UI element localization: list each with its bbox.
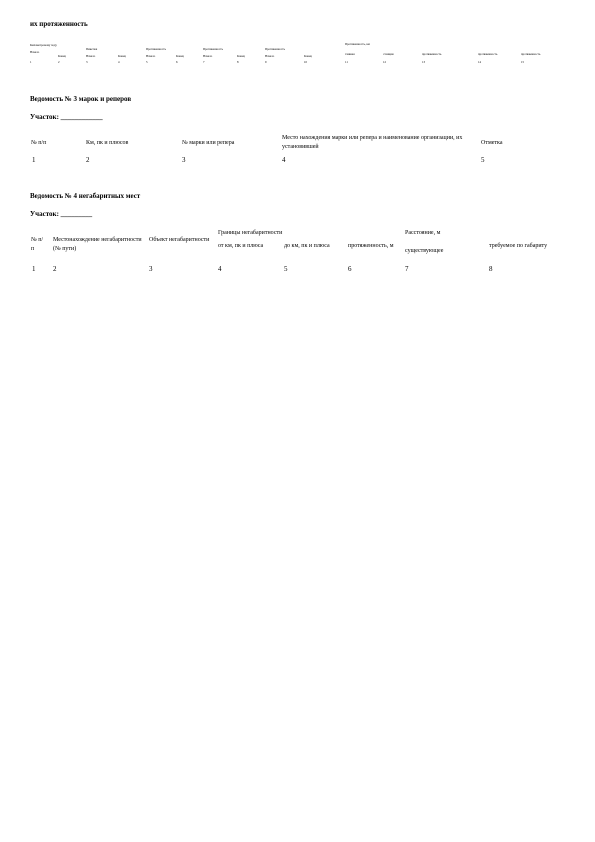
top-group-header: Протяженность xyxy=(265,47,285,51)
sheet4-col-number: 1 xyxy=(32,265,36,273)
top-sub-header: Конец xyxy=(118,54,126,58)
top-col-number: 12 xyxy=(383,60,386,64)
top-sub-header: Начало xyxy=(265,54,275,58)
top-col-number: 2 xyxy=(58,60,60,64)
sheet4-header-existing: существующее xyxy=(405,248,444,254)
top-sub-header: Начало xyxy=(86,54,96,58)
top-sub-header: главная xyxy=(345,52,355,56)
sheet3-header-elevation: Отметка xyxy=(481,140,503,146)
top-sub-header: протяженность xyxy=(422,52,442,56)
sheet4-col-number: 2 xyxy=(53,265,57,273)
sheet4-header-distance-group: Расстояние, м xyxy=(405,230,441,236)
sheet4-header-to: до км, пк и плюса xyxy=(284,243,330,249)
sheet4-title: Ведомость № 4 негабаритных мест xyxy=(30,192,141,200)
sheet3-header-mark: № марки или репера xyxy=(182,140,235,146)
top-col-number: 15 xyxy=(521,60,524,64)
top-sub-header: Начало xyxy=(146,54,156,58)
sheet3-col-number: 4 xyxy=(282,156,286,164)
sheet4-col-number: 4 xyxy=(218,265,222,273)
top-group-header: Протяженность, км xyxy=(345,42,370,46)
sheet4-col-number: 6 xyxy=(348,265,352,273)
top-sub-header: Конец xyxy=(237,54,245,58)
sheet3-col-number: 2 xyxy=(86,156,90,164)
top-table-title: их протяженность xyxy=(30,20,88,28)
sheet4-header-required: требуемое по габариту xyxy=(489,243,548,249)
sheet3-col-number: 3 xyxy=(182,156,186,164)
sheet3-header-km: Км, пк и плюсов xyxy=(86,140,129,146)
top-col-number: 8 xyxy=(237,60,239,64)
top-sub-header: Начало xyxy=(203,54,213,58)
top-group-header: Протяженность xyxy=(146,47,166,51)
sheet3-col-number: 1 xyxy=(32,156,36,164)
top-sub-header: протяженность xyxy=(521,52,541,56)
sheet4-header-num: № п/п xyxy=(31,237,44,252)
top-col-number: 14 xyxy=(478,60,481,64)
top-col-number: 1 xyxy=(30,60,32,64)
sheet4-col-number: 5 xyxy=(284,265,288,273)
sheet4-header-bounds-group: Границы негабаритности xyxy=(218,230,283,236)
sheet3-title: Ведомость № 3 марок и реперов xyxy=(30,95,132,103)
sheet4-header-length: протяженность, м xyxy=(348,243,394,249)
top-group-header: Пикетаж xyxy=(86,47,98,51)
top-col-number: 9 xyxy=(265,60,267,64)
sheet3-section-label: Участок: ____________ xyxy=(30,113,103,121)
top-sub-header: станции xyxy=(383,52,394,56)
top-sub-header: Конец xyxy=(58,54,66,58)
top-group-header: Протяженность xyxy=(203,47,223,51)
top-sub-header: протяженность xyxy=(478,52,498,56)
top-col-number: 5 xyxy=(146,60,148,64)
sheet3-header-location: Место нахождения марки или репера и наименование организации, их установившей xyxy=(282,135,463,150)
sheet4-header-from: от км, пк и плюса xyxy=(218,243,264,249)
sheet3-col-number: 5 xyxy=(481,156,485,164)
sheet4-col-number: 7 xyxy=(405,265,409,273)
top-col-number: 4 xyxy=(118,60,120,64)
sheet3-header-num: № п/п xyxy=(31,140,47,146)
top-col-number: 6 xyxy=(176,60,178,64)
top-col-number: 13 xyxy=(422,60,425,64)
sheet4-header-location: Местонахождение негабаритности (№ пути) xyxy=(53,237,142,252)
top-group-header: Километровому ходу xyxy=(30,43,57,47)
top-col-number: 10 xyxy=(304,60,307,64)
sheet4-col-number: 3 xyxy=(149,265,153,273)
top-sub-header: Конец xyxy=(176,54,184,58)
sheet4-section-label: Участок: _________ xyxy=(30,210,93,218)
top-col-number: 7 xyxy=(203,60,205,64)
top-col-number: 11 xyxy=(345,60,348,64)
top-sub-header: Конец xyxy=(304,54,312,58)
sheet4-col-number: 8 xyxy=(489,265,493,273)
top-sub-header: Начало xyxy=(30,50,40,54)
top-col-number: 3 xyxy=(86,60,88,64)
sheet4-header-object: Объект негабаритности xyxy=(149,237,210,243)
